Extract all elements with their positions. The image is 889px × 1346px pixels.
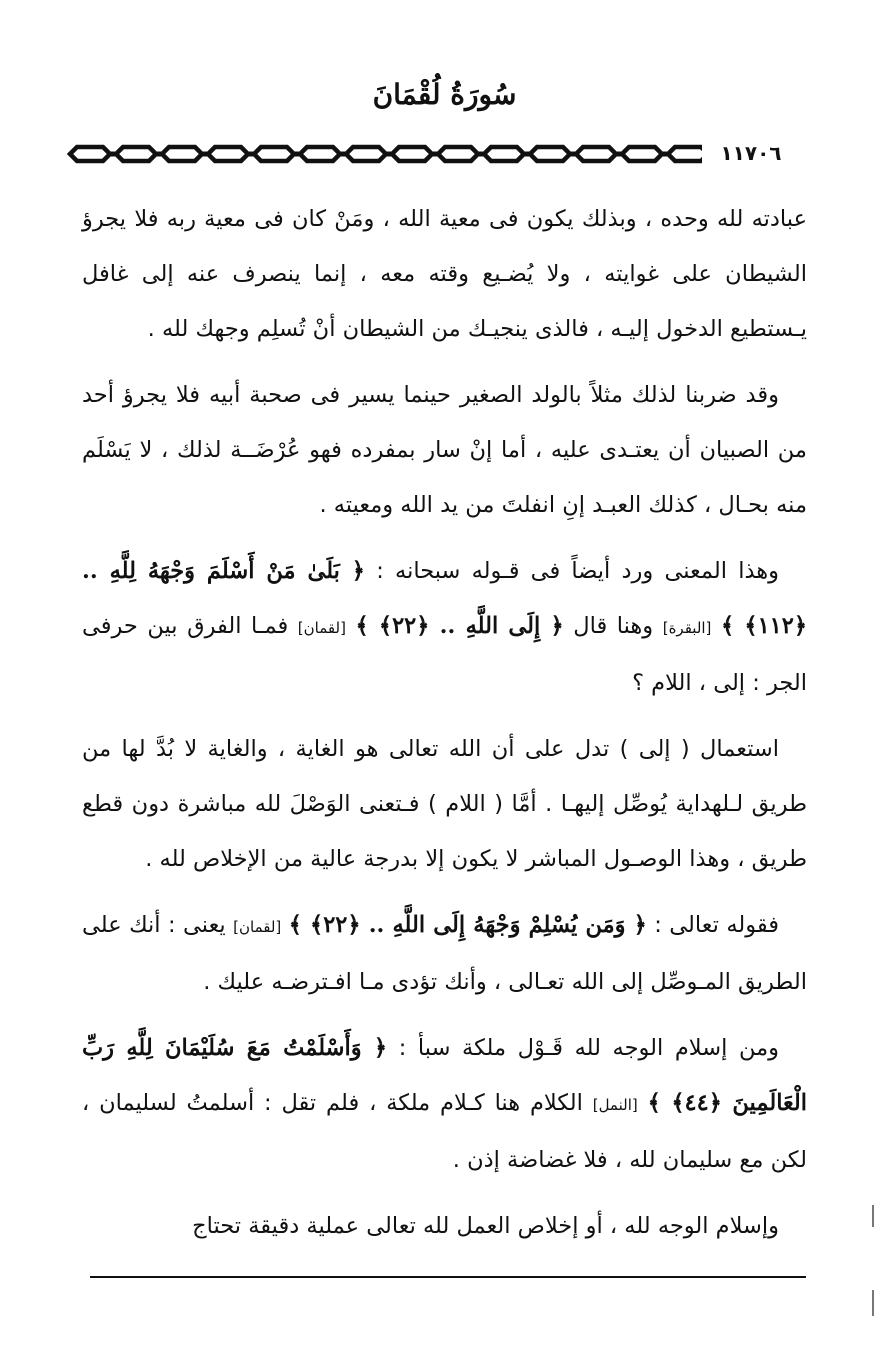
ornament-link bbox=[576, 147, 616, 161]
ornament-border bbox=[66, 140, 802, 168]
paragraph-3-end: فمـا الفرق بين حرفى الجر : إلى ، اللام ؟ bbox=[82, 613, 807, 696]
surah-ref-luqman: [لقمان] bbox=[297, 619, 346, 637]
footer-rule bbox=[90, 1276, 806, 1278]
ornament-link bbox=[208, 147, 248, 161]
paragraph-4: استعمال ( إلى ) تدل على أن الله تعالى هو الغاية ، والغاية لا بُدَّ لها من طريق لـلهداية يُوصِّل إليهـا . أمَّا ( اللام ) فـتعنى الوَصْلَ لله مباشرة دون قطع طريق ، وهذا الوصـول المباشر لا يكون إلا بدرجة عالية من الإخلاص لله . bbox=[82, 736, 807, 872]
body-text bbox=[82, 192, 807, 1265]
surah-title: سُورَةُ لُقْمَانَ bbox=[372, 78, 517, 111]
paragraph-7: وإسلام الوجه لله ، أو إخلاص العمل لله تعالى عملية دقيقة تحتاج bbox=[192, 1213, 779, 1239]
scan-mark bbox=[872, 1290, 874, 1316]
ornament-link bbox=[300, 147, 340, 161]
paragraph-3-mid: وهنا قال bbox=[573, 613, 654, 639]
ornament-link bbox=[392, 147, 432, 161]
ornament-link bbox=[484, 147, 524, 161]
ornament-link bbox=[622, 147, 662, 161]
ornament-link bbox=[254, 147, 294, 161]
quran-verse-naml: ﴿ وَأَسْلَمْتُ مَعَ سُلَيْمَانَ لِلَّهِ رَبِّ الْعَالَمِينَ ﴿٤٤﴾ ﴾ bbox=[82, 1035, 808, 1116]
surah-ref-baqarah: [البقرة] bbox=[662, 619, 712, 637]
paragraph-1: عبادته لله وحده ، وبذلك يكون فى معية الله ، ومَنْ كان فى معية ربه فلا يجرؤ الشيطان على غوايته ، ولا يُضـيع وقته معه ، إنما ينصرف عنه إلى غافل يـستطيع الدخول إليـه ، فالذى ينجيـك من الشيطان أنْ تُسلِم وجهك لله . bbox=[82, 206, 807, 342]
page-number: ١١٧٠٦ bbox=[702, 141, 800, 165]
paragraph-6-end: الكلام هنا كـلام ملكة ، فلم تقل : أسلمتُ لسليمان ، لكن مع سليمان لله ، فلا غضاضة إذن . bbox=[82, 1090, 807, 1173]
paragraph-6 bbox=[82, 1021, 807, 1188]
paragraph-3-intro: وهذا المعنى ورد أيضاً فى قـوله سبحانه : bbox=[376, 558, 779, 584]
paragraph-6-intro: ومن إسلام الوجه لله قَـوْل ملكة سبأ : bbox=[398, 1035, 779, 1061]
paragraph-5 bbox=[82, 898, 807, 1010]
ornament-link bbox=[162, 147, 202, 161]
ornament-link bbox=[346, 147, 386, 161]
paragraph-5-end: يعنى : أنك على الطريق المـوصِّل إلى الله تعـالى ، وأنك تؤدى مـا افـترضـه عليك . bbox=[82, 912, 807, 995]
scan-mark bbox=[872, 1205, 874, 1227]
surah-ref-naml: [النمل] bbox=[592, 1096, 638, 1114]
paragraph-5-intro: فقوله تعالى : bbox=[654, 912, 779, 938]
paragraph-2: وقد ضربنا لذلك مثلاً بالولد الصغير حينما يسير فى صحبة أبيه فلا يجرؤ أحد من الصبيان أن يعتـدى عليه ، أما إنْ سار بمفرده فهو عُرْضَــة لذلك ، لا يَسْلَم منه بحـال ، كذلك العبـد إنِ انفلتَ من يد الله ومعيته . bbox=[82, 382, 807, 518]
ornament-link bbox=[70, 147, 110, 161]
paragraph-3 bbox=[82, 544, 807, 711]
ornament-link bbox=[438, 147, 478, 161]
quran-verse-baqarah: ﴿ بَلَىٰ مَنْ أَسْلَمَ وَجْهَهُ لِلَّهِ .. ﴿١١٢﴾ ﴾ bbox=[82, 558, 808, 639]
quran-verse-luqman: ﴿ إِلَى اللَّهِ .. ﴿٢٢﴾ ﴾ bbox=[355, 613, 564, 639]
ornament-link bbox=[530, 147, 570, 161]
ornament-link bbox=[116, 147, 156, 161]
quran-verse-luqman-22: ﴿ وَمَن يُسْلِمْ وَجْهَهُ إِلَى اللَّهِ .. ﴿٢٢﴾ ﴾ bbox=[288, 912, 647, 938]
surah-ref-luqman-2: [لقمان] bbox=[233, 918, 282, 936]
